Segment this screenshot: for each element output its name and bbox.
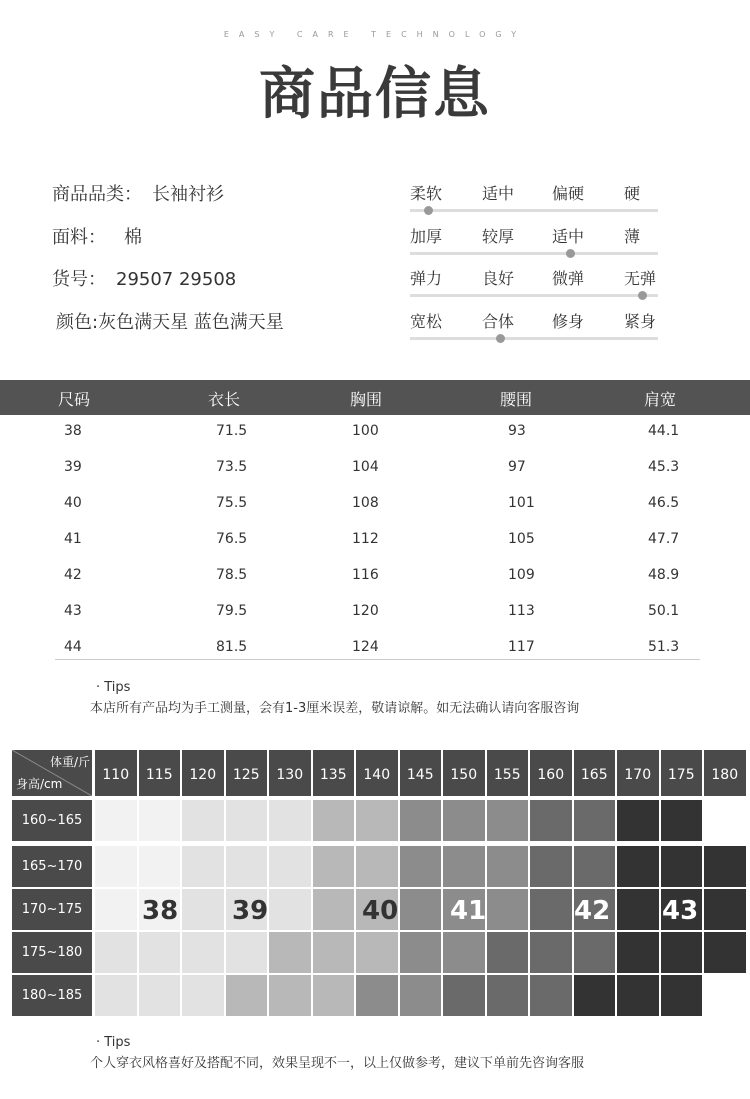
attr-label: 良好 <box>482 269 515 288</box>
fit-cell <box>356 800 398 841</box>
attr-label: 宽松 <box>410 312 443 331</box>
fit-cell <box>617 932 659 973</box>
size-cell: 39 <box>64 459 82 475</box>
fit-cell <box>182 932 224 973</box>
fit-cell <box>356 975 398 1016</box>
col-header: 胸围 <box>350 390 383 409</box>
attr-softness <box>410 181 660 225</box>
weight-header: 160 <box>530 750 572 796</box>
corner-height: 身高/cm <box>16 777 63 791</box>
size-cell: 112 <box>352 531 379 547</box>
fit-cell <box>269 975 311 1016</box>
attr-label: 偏硬 <box>552 184 585 203</box>
size-cell: 44 <box>64 639 82 655</box>
weight-header: 165 <box>574 750 616 796</box>
fit-cell <box>95 800 137 841</box>
attr-thickness <box>410 224 660 268</box>
fit-cell <box>95 889 137 930</box>
attr-track <box>410 252 658 255</box>
size-cell: 75.5 <box>216 495 248 511</box>
fit-cell <box>574 975 616 1016</box>
fit-cell <box>661 846 703 887</box>
size-cell: 108 <box>352 495 379 511</box>
fit-cell <box>530 846 572 887</box>
size-cell: 76.5 <box>216 531 248 547</box>
fit-cell <box>443 846 485 887</box>
tips2-title: · Tips <box>96 1035 131 1050</box>
info-color: 颜色:灰色满天星 蓝色满天星 <box>56 312 284 333</box>
fit-cell <box>400 932 442 973</box>
height-label: 180~185 <box>12 975 92 1016</box>
attr-track <box>410 209 658 212</box>
fit-cell <box>617 975 659 1016</box>
size-label: 41 <box>450 896 487 926</box>
size-label: 38 <box>142 896 179 926</box>
height-label: 165~170 <box>12 846 92 887</box>
fit-cell <box>313 846 355 887</box>
attr-label: 微弹 <box>552 269 585 288</box>
fit-cell <box>226 800 268 841</box>
attr-label: 弹力 <box>410 269 443 288</box>
fit-cell <box>356 846 398 887</box>
attr-label: 适中 <box>552 227 585 246</box>
fit-cell <box>530 932 572 973</box>
fit-cell <box>139 975 181 1016</box>
attr-elasticity <box>410 266 660 310</box>
attr-fit <box>410 309 660 353</box>
fit-cell <box>226 932 268 973</box>
chart-corner <box>12 750 92 796</box>
height-label: 175~180 <box>12 932 92 973</box>
size-cell: 81.5 <box>216 639 248 655</box>
col-header: 腰围 <box>500 390 533 409</box>
fit-cell <box>704 975 746 1016</box>
attr-label: 硬 <box>624 184 641 203</box>
fit-cell <box>400 846 442 887</box>
size-cell: 41 <box>64 531 82 547</box>
fit-cell <box>356 932 398 973</box>
fit-cell <box>313 932 355 973</box>
fit-cell <box>617 889 659 930</box>
fit-cell <box>182 800 224 841</box>
fit-cell <box>400 889 442 930</box>
fit-cell <box>139 932 181 973</box>
fit-cell <box>269 800 311 841</box>
fit-cell <box>704 800 746 841</box>
attr-label: 合体 <box>482 312 515 331</box>
fit-cell <box>617 846 659 887</box>
weight-header: 130 <box>269 750 311 796</box>
fit-cell <box>574 846 616 887</box>
attr-indicator <box>496 334 505 343</box>
size-cell: 43 <box>64 603 82 619</box>
weight-header: 175 <box>661 750 703 796</box>
fit-cell <box>313 800 355 841</box>
weight-header: 135 <box>313 750 355 796</box>
size-cell: 124 <box>352 639 379 655</box>
weight-header: 155 <box>487 750 529 796</box>
size-cell: 93 <box>508 423 526 439</box>
size-cell: 38 <box>64 423 82 439</box>
size-table-header <box>0 380 750 415</box>
weight-header: 120 <box>182 750 224 796</box>
weight-header: 110 <box>95 750 137 796</box>
attr-label: 适中 <box>482 184 515 203</box>
fit-cell <box>574 800 616 841</box>
size-cell: 71.5 <box>216 423 248 439</box>
fit-cell <box>139 800 181 841</box>
info-category: 商品品类： 长袖衬衫 <box>52 184 224 205</box>
fit-cell <box>443 975 485 1016</box>
fit-cell <box>269 889 311 930</box>
fit-cell <box>661 800 703 841</box>
fit-cell <box>400 800 442 841</box>
size-cell: 97 <box>508 459 526 475</box>
fit-cell <box>443 800 485 841</box>
size-label: 40 <box>362 896 399 926</box>
attr-label: 较厚 <box>482 227 515 246</box>
size-cell: 45.3 <box>648 459 680 475</box>
fit-cell <box>226 975 268 1016</box>
col-header: 尺码 <box>58 390 91 409</box>
size-cell: 100 <box>352 423 379 439</box>
attr-indicator <box>566 249 575 258</box>
fit-cell <box>661 932 703 973</box>
size-cell: 48.9 <box>648 567 680 583</box>
size-label: 43 <box>662 896 699 926</box>
fit-cell <box>487 889 529 930</box>
size-cell: 105 <box>508 531 535 547</box>
col-header: 衣长 <box>208 390 241 409</box>
fit-cell <box>182 975 224 1016</box>
fit-cell <box>487 800 529 841</box>
weight-header: 145 <box>400 750 442 796</box>
fit-cell <box>182 889 224 930</box>
size-cell: 46.5 <box>648 495 680 511</box>
attr-label: 柔软 <box>410 184 443 203</box>
fit-cell <box>313 975 355 1016</box>
size-cell: 44.1 <box>648 423 680 439</box>
size-label: 42 <box>574 896 611 926</box>
divider <box>55 659 700 660</box>
fit-cell <box>443 932 485 973</box>
attr-label: 加厚 <box>410 227 443 246</box>
page-title: 商品信息 <box>259 62 491 127</box>
fit-cell <box>704 889 746 930</box>
attr-label: 薄 <box>624 227 641 246</box>
tagline: EASY CARE TECHNOLOGY <box>223 30 527 39</box>
weight-header: 140 <box>356 750 398 796</box>
attr-label: 无弹 <box>624 269 657 288</box>
fit-cell <box>530 800 572 841</box>
size-cell: 51.3 <box>648 639 680 655</box>
weight-header: 180 <box>704 750 746 796</box>
weight-header: 125 <box>226 750 268 796</box>
attr-label: 紧身 <box>624 312 657 331</box>
fit-cell <box>704 846 746 887</box>
size-cell: 42 <box>64 567 82 583</box>
fit-cell <box>226 846 268 887</box>
size-cell: 73.5 <box>216 459 248 475</box>
tips-text: 本店所有产品均为手工测量，会有1-3厘米误差，敬请谅解。如无法确认请向客服咨询 <box>90 701 580 716</box>
size-cell: 104 <box>352 459 379 475</box>
fit-cell <box>95 932 137 973</box>
size-cell: 79.5 <box>216 603 248 619</box>
fit-cell <box>95 975 137 1016</box>
fit-cell <box>530 889 572 930</box>
fit-cell <box>487 846 529 887</box>
size-cell: 113 <box>508 603 535 619</box>
fit-cell <box>313 889 355 930</box>
fit-cell <box>269 846 311 887</box>
size-cell: 50.1 <box>648 603 680 619</box>
fit-cell <box>574 932 616 973</box>
size-cell: 47.7 <box>648 531 680 547</box>
tips2-text: 个人穿衣风格喜好及搭配不同，效果呈现不一，以上仅做参考，建议下单前先咨询客服 <box>90 1056 585 1071</box>
info-sku: 货号： 29507 29508 <box>52 269 237 290</box>
fit-cell <box>182 846 224 887</box>
attr-track <box>410 294 658 297</box>
height-label: 170~175 <box>12 889 92 930</box>
attr-indicator <box>424 206 433 215</box>
fit-cell <box>617 800 659 841</box>
weight-header: 150 <box>443 750 485 796</box>
size-cell: 116 <box>352 567 379 583</box>
tips-title: · Tips <box>96 680 131 695</box>
fit-cell <box>95 846 137 887</box>
fit-cell <box>400 975 442 1016</box>
fit-cell <box>487 932 529 973</box>
attr-label: 修身 <box>552 312 585 331</box>
height-label: 160~165 <box>12 800 92 841</box>
size-cell: 120 <box>352 603 379 619</box>
fit-cell <box>530 975 572 1016</box>
fit-cell <box>661 975 703 1016</box>
fit-cell <box>487 975 529 1016</box>
fit-cell <box>139 846 181 887</box>
weight-header: 170 <box>617 750 659 796</box>
size-cell: 117 <box>508 639 535 655</box>
size-cell: 78.5 <box>216 567 248 583</box>
size-cell: 101 <box>508 495 535 511</box>
fit-cell <box>269 932 311 973</box>
size-cell: 109 <box>508 567 535 583</box>
attr-indicator <box>638 291 647 300</box>
attr-track <box>410 337 658 340</box>
fit-cell <box>704 932 746 973</box>
weight-header: 115 <box>139 750 181 796</box>
info-fabric: 面料： 棉 <box>52 227 142 248</box>
col-header: 肩宽 <box>644 390 677 409</box>
corner-weight: 体重/斤 <box>49 755 90 769</box>
size-cell: 40 <box>64 495 82 511</box>
size-label: 39 <box>232 896 269 926</box>
